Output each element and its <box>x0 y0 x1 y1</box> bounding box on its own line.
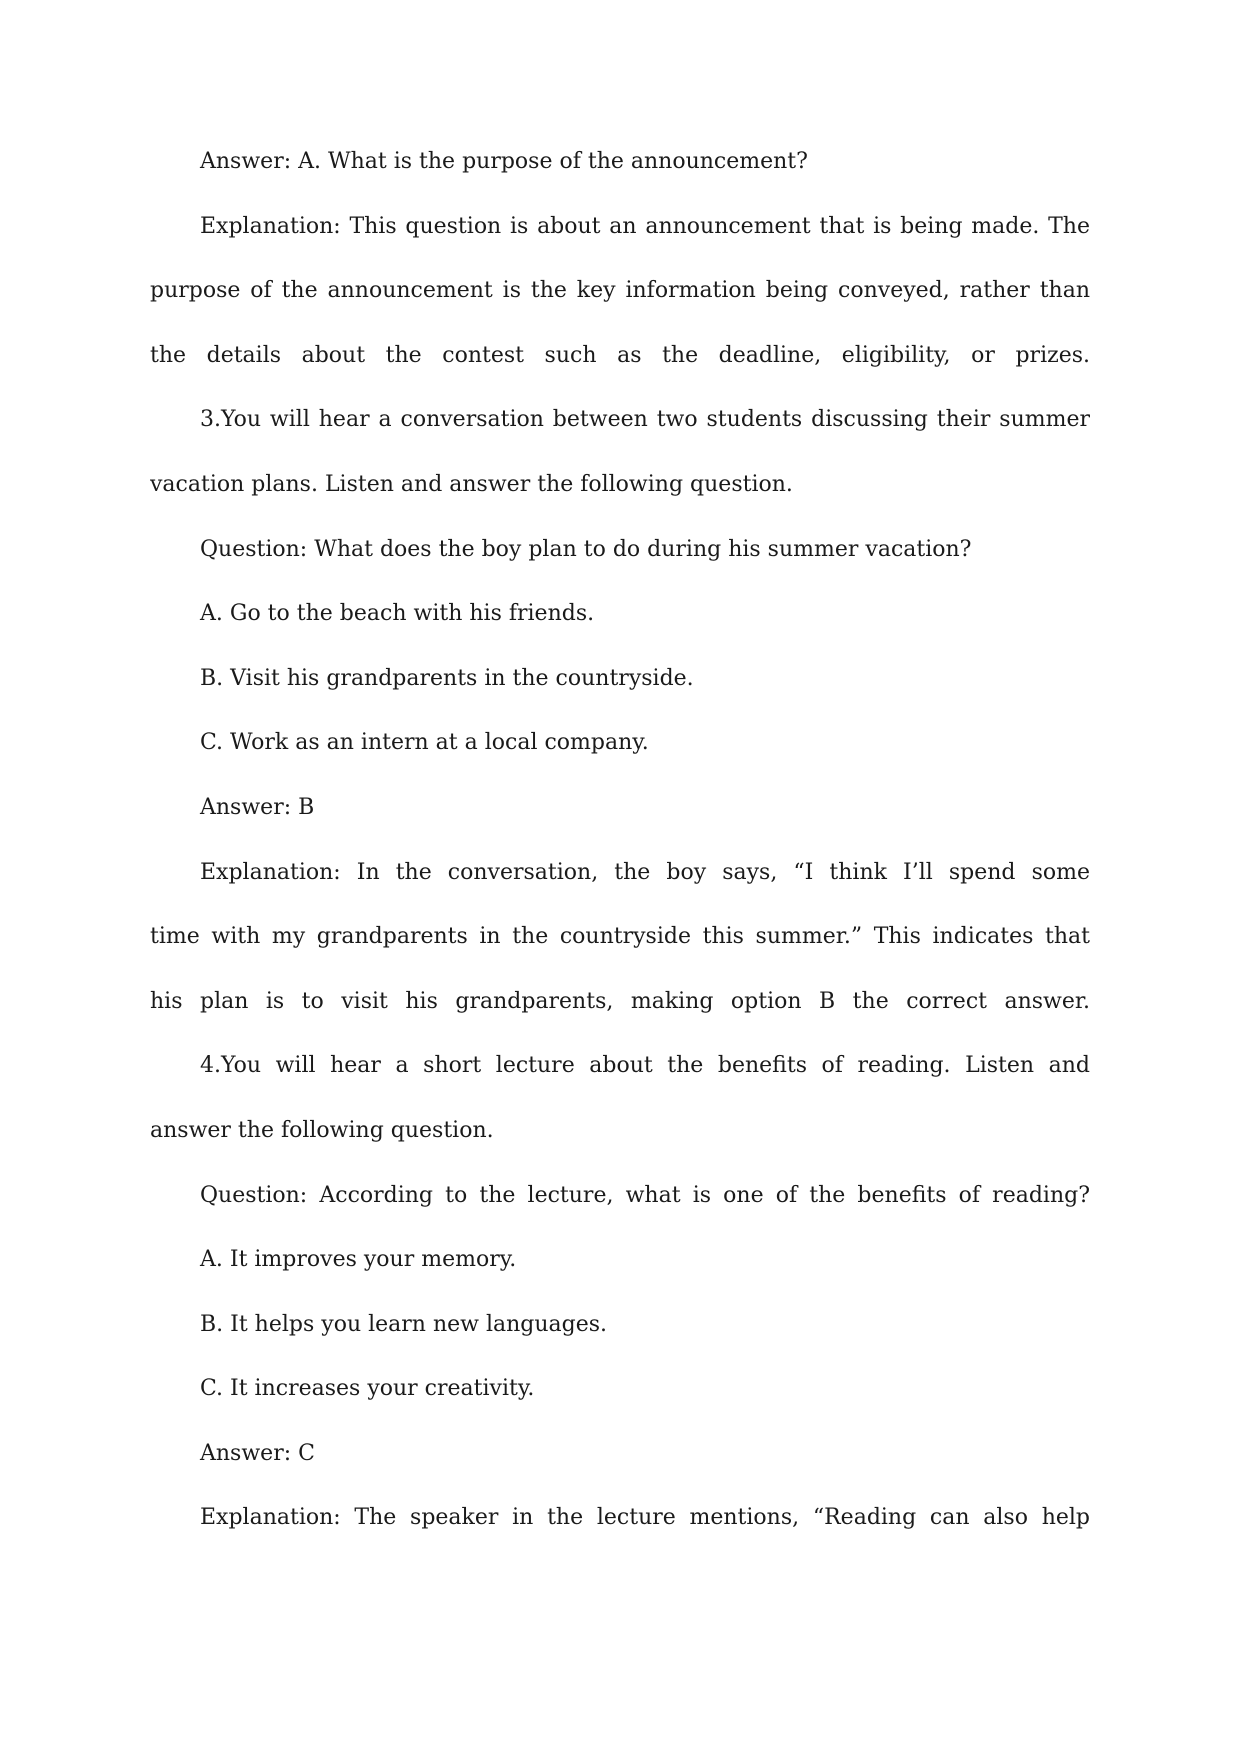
explanation-q3-line-3: his plan is to visit his grandparents, making option B the correct answer. <box>150 988 1090 1014</box>
explanation-q2-line-1: Explanation: This question is about an announcement that is being made. The <box>200 213 1090 239</box>
explanation-q3-line-2: time with my grandparents in the countryside this summer.” This indicates that <box>150 924 1090 950</box>
question-4-option-a: A. It improves your memory. <box>200 1247 517 1273</box>
document-page <box>150 130 1090 1551</box>
question-3-intro-line-1: 3.You will hear a conversation between two students discussing their summer <box>200 407 1090 433</box>
question-4-answer: Answer: C <box>200 1440 315 1466</box>
question-3-option-b: B. Visit his grandparents in the countryside. <box>200 665 694 691</box>
question-4-option-c: C. It increases your creativity. <box>200 1376 535 1402</box>
question-3-intro-line-2: vacation plans. Listen and answer the following question. <box>150 471 793 497</box>
question-3-answer: Answer: B <box>200 794 315 820</box>
question-4-option-b: B. It helps you learn new languages. <box>200 1311 608 1337</box>
question-4-intro-line-1: 4.You will hear a short lecture about the benefits of reading. Listen and <box>200 1053 1090 1079</box>
question-3-option-c: C. Work as an intern at a local company. <box>200 730 649 756</box>
answer-line-q2: Answer: A. What is the purpose of the announcement? <box>200 149 808 174</box>
question-4-intro-line-2: answer the following question. <box>150 1117 494 1143</box>
question-3-option-a: A. Go to the beach with his friends. <box>200 601 595 627</box>
explanation-q4-line-1: Explanation: The speaker in the lecture mentions, “Reading can also help <box>200 1505 1090 1531</box>
explanation-q3-line-1: Explanation: In the conversation, the boy says, “I think I’ll spend some <box>200 859 1090 885</box>
question-3-prompt: Question: What does the boy plan to do during his summer vacation? <box>200 536 972 562</box>
explanation-q2-line-2: purpose of the announcement is the key information being conveyed, rather than <box>150 278 1090 304</box>
question-4-prompt: Question: According to the lecture, what is one of the benefits of reading? <box>200 1182 1090 1208</box>
explanation-q2-line-3: the details about the contest such as the deadline, eligibility, or prizes. <box>150 342 1090 368</box>
